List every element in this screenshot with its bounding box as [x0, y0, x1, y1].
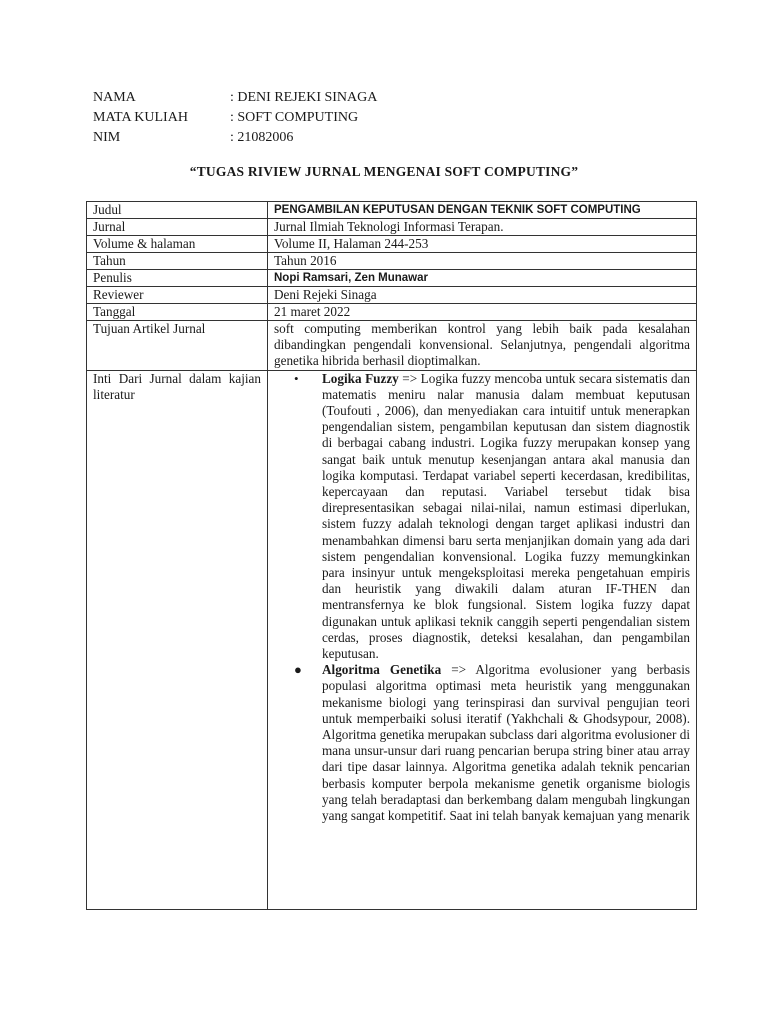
row-value: Deni Rejeki Sinaga [268, 287, 697, 304]
row-label: Inti Dari Jurnal dalam kajian literatur [93, 370, 261, 402]
name-label: NAMA [93, 90, 136, 105]
row-value: soft computing memberikan kontrol yang lebih baik pada kesalahan dibandingkan pengendali konvensional. Selanjutnya, pengendali algoritma genetika hibrida berhasil dioptimalkan. [268, 321, 697, 371]
list-item-algoritma-genetika [294, 662, 690, 824]
row-value: Nopi Ramsari, Zen Munawar [268, 270, 697, 287]
table-row-judul [87, 202, 697, 219]
list-item-logika-fuzzy [294, 370, 690, 663]
row-value: PENGAMBILAN KEPUTUSAN DENGAN TEKNIK SOFT COMPUTING [268, 202, 697, 219]
core-content [274, 371, 690, 909]
course-label: MATA KULIAH [93, 110, 188, 125]
row-label: Judul [87, 202, 268, 219]
nim-label: NIM [93, 130, 121, 145]
review-table [86, 201, 697, 910]
point-text: => Algoritma evolusioner yang berbasis populasi algoritma optimasi meta heuristik yang menggunakan mekanisme biologi yang terinspirasi dan survival pengujian teori untuk memperbaiki solusi iteratif (Yakhchali & Ghodsypour, 2008). Algoritma genetika merupakan subclass dari algoritma evolusioner di mana unsur-unsur dari ruang pencarian berupa string biner atau array dari tipe dasar lainnya. Algoritma genetika adalah teknik pencarian berbasis komputer berpola mekanisme genetik organisme biologis yang telah beradaptasi dan berkembang dalam mengubah lingkungan yang sangat kompetitif. Saat ini telah banyak kemajuan yang menarik [322, 662, 690, 824]
table-row-tahun [87, 253, 697, 270]
bullet-icon: ● [294, 662, 302, 678]
table-row-penulis [87, 270, 697, 287]
point-term: Logika Fuzzy [322, 370, 399, 386]
row-label: Tujuan Artikel Jurnal [87, 321, 268, 371]
table-row-tujuan [87, 321, 697, 371]
point-term: Algoritma Genetika [322, 662, 442, 678]
row-label: Tanggal [87, 304, 268, 321]
name-value: : DENI REJEKI SINAGA [230, 90, 378, 105]
row-label: Volume & halaman [87, 236, 268, 253]
table-row-volume [87, 236, 697, 253]
row-value: 21 maret 2022 [268, 304, 697, 321]
row-value: Tahun 2016 [268, 253, 697, 270]
table-row-reviewer [87, 287, 697, 304]
row-label: Reviewer [87, 287, 268, 304]
point-text: => Logika fuzzy mencoba untuk secara sistematis dan matematis meniru nalar manusia dalam membuat keputusan (Toufouti , 2006), dan menyediakan cara intuitif untuk menerapkan pengendalian sistem, pengambilan keputusan dan sistem diagnostik di berbagai cabang industri. Logika fuzzy merupakan konsep yang sangat baik untuk menutup kesenjangan antara akal manusia dan logika komputasi. Terdapat variabel seperti kecerdasan, kredibilitas, kepercayaan dan reputasi. Variabel tersebut tidak bisa direpresentasikan sebagai nilai-nilai, namun estimasi diperlukan, sistem fuzzy adalah teknologi dengan target aplikasi industri dan menambahkan dimensi baru serta menjanjikan domain yang ada dari sistem pengendalian konvensional. Logika fuzzy memungkinkan para insinyur untuk mengeksploitasi mereka pengetahuan empiris dan heuristik yang diwakili dalam aturan IF-THEN dan mentransfernya ke blok fungsional. Sistem logika fuzzy dapat digunakan untuk aplikasi teknik canggih seperti pengendalian sistem cerdas, proses diagnostik, deteksi kesalahan, dan pengambilan keputusan. [322, 370, 690, 662]
row-label: Jurnal [87, 219, 268, 236]
nim-value: : 21082006 [230, 130, 294, 145]
row-label: Penulis [87, 270, 268, 287]
row-value [268, 370, 697, 909]
name-row [93, 88, 377, 108]
course-value: : SOFT COMPUTING [230, 110, 359, 125]
table-row-inti [87, 370, 697, 909]
bullet-icon: • [294, 370, 299, 386]
table-row-jurnal [87, 219, 697, 236]
core-points-list [274, 371, 690, 825]
student-info [93, 88, 377, 148]
course-row [93, 108, 377, 128]
table-row-tanggal [87, 304, 697, 321]
row-label-cell [87, 370, 268, 909]
row-value: Volume II, Halaman 244-253 [268, 236, 697, 253]
row-value: Jurnal Ilmiah Teknologi Informasi Terapan. [268, 219, 697, 236]
row-label: Tahun [87, 253, 268, 270]
document-title: “TUGAS RIVIEW JURNAL MENGENAI SOFT COMPUTING” [189, 164, 579, 179]
nim-row [93, 128, 377, 148]
